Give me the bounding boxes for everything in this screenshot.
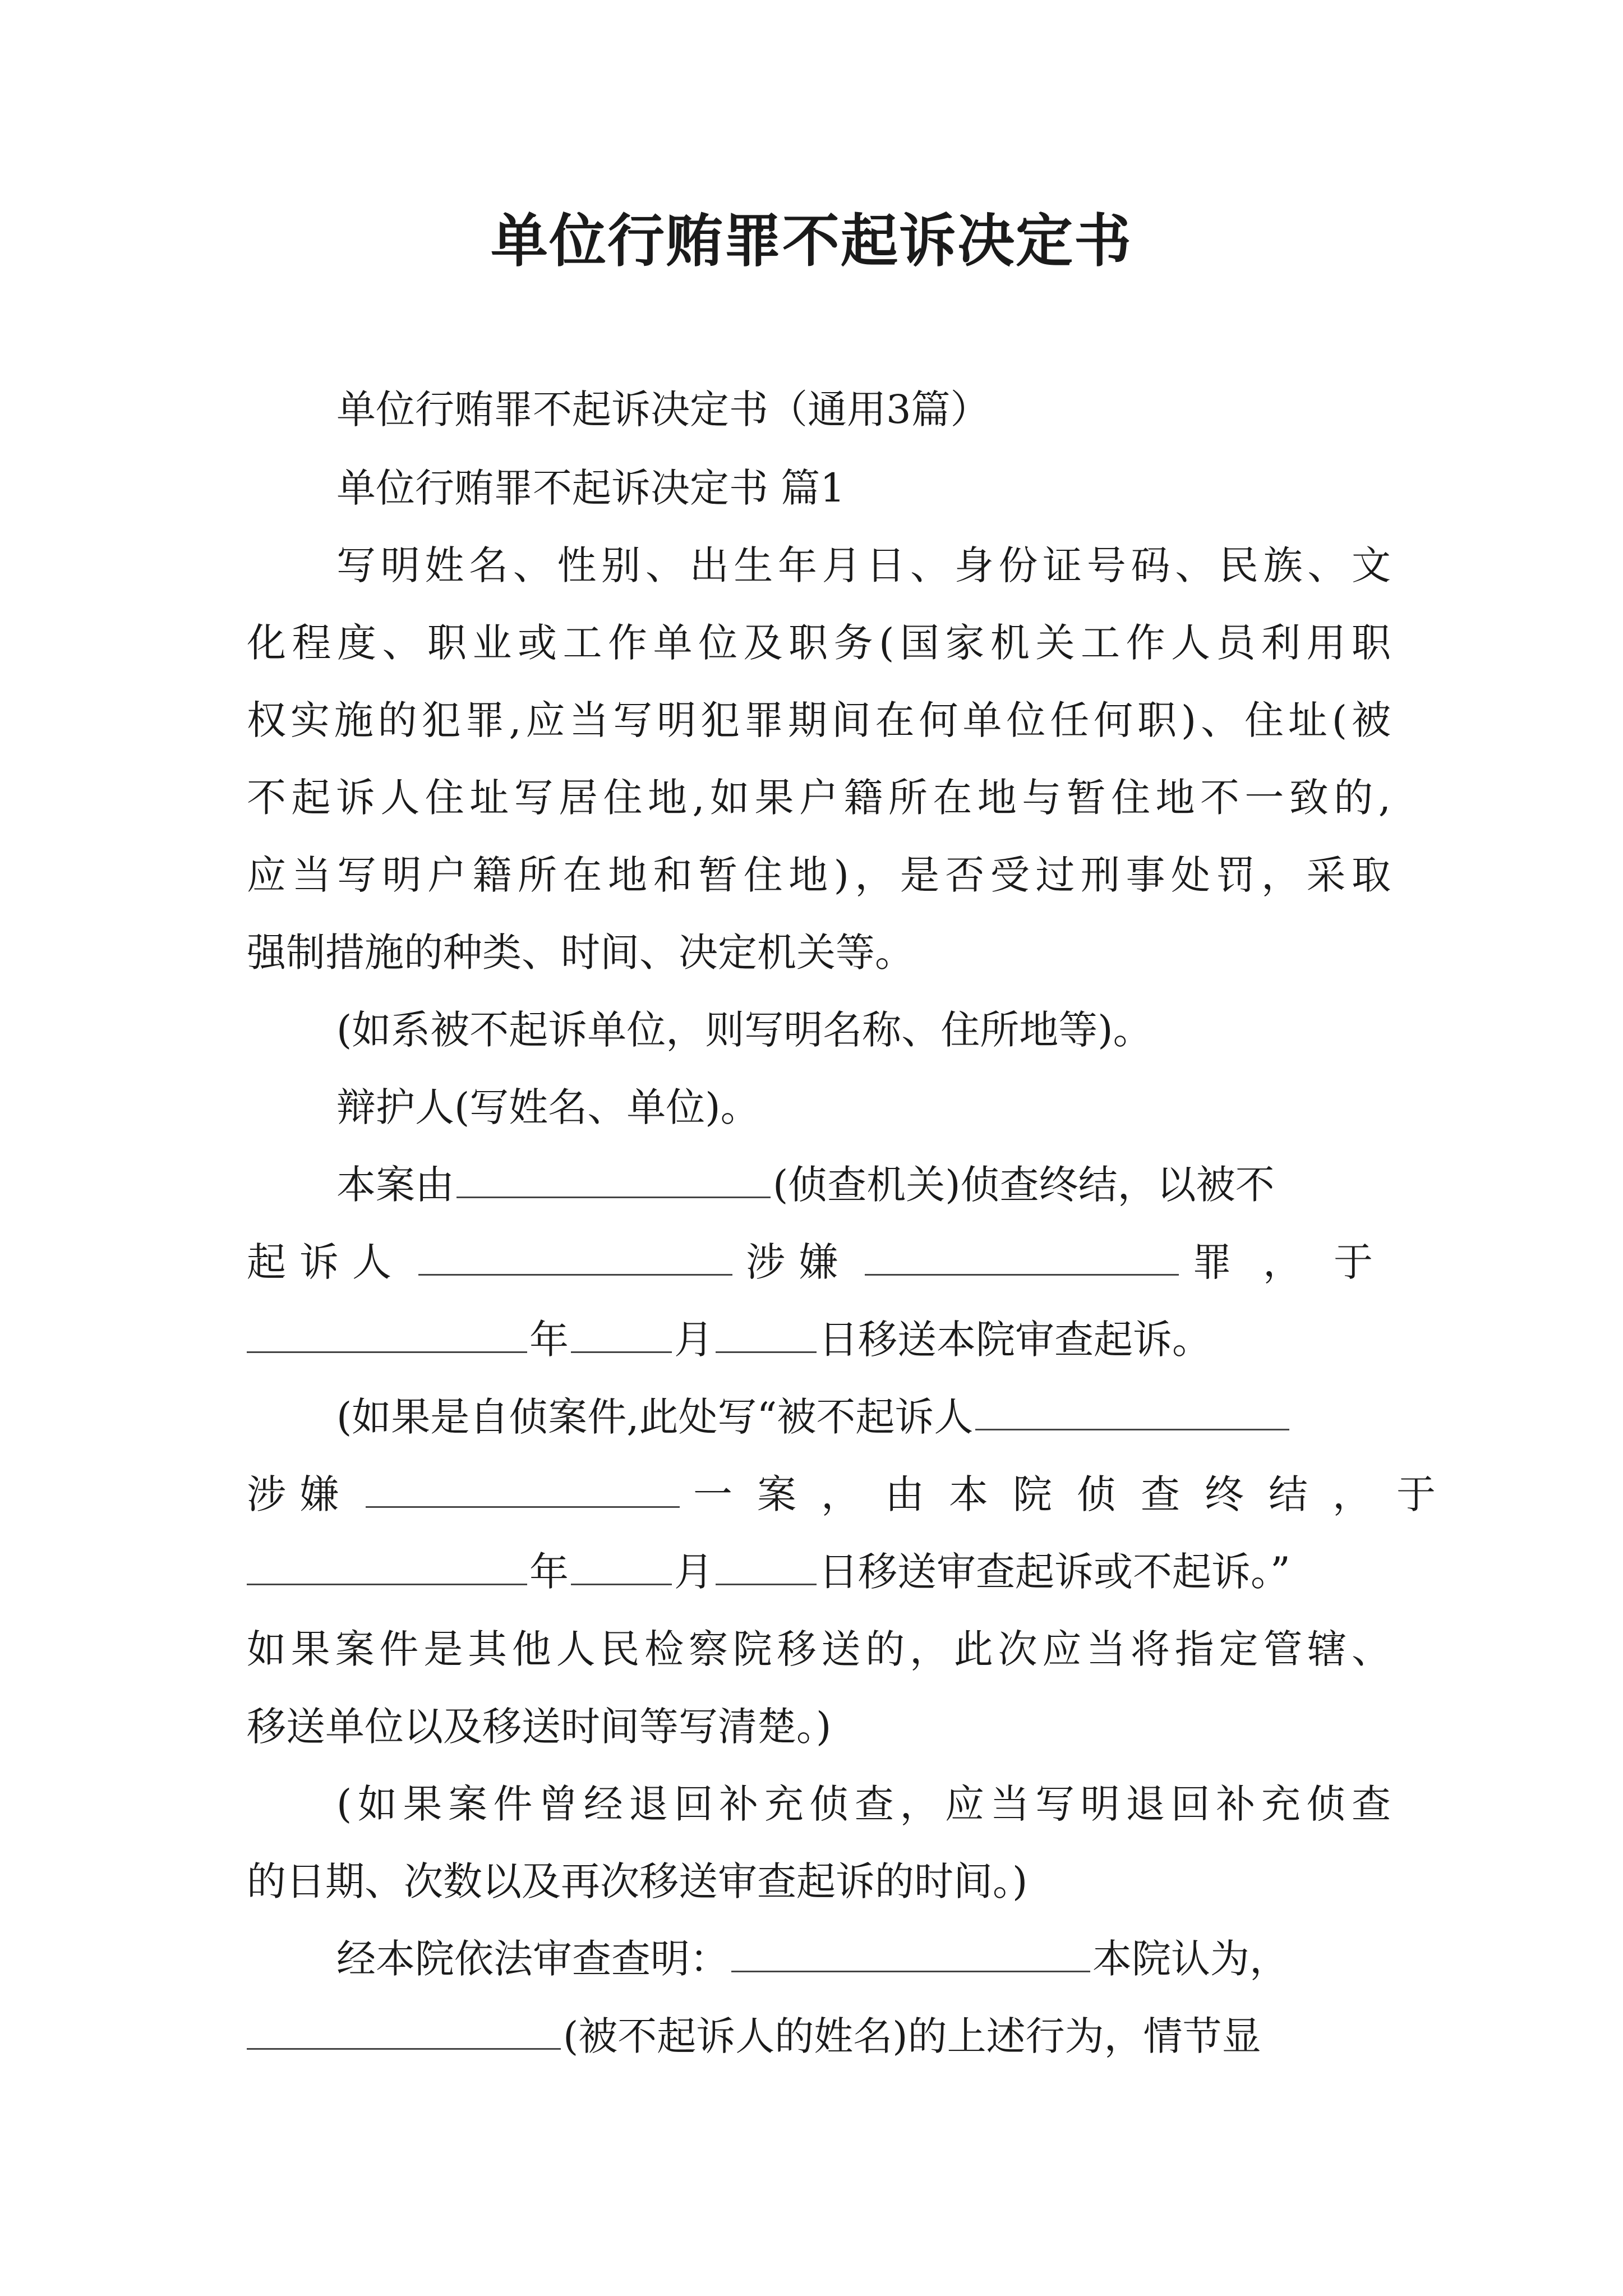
self-line3	[247, 1544, 1391, 1600]
self-line2	[247, 1466, 1460, 1522]
self-day-text: 日移送审查起诉或不起诉。”	[819, 1549, 1290, 1595]
review-line1	[336, 1931, 1391, 1987]
self-line5: 移送单位以及移送时间等写清楚。)	[247, 1704, 832, 1750]
para1-line3: 权实施的犯罪,应当写明犯罪期间在何单位任何职)、住址(被	[247, 697, 1391, 743]
case-line2	[247, 1234, 1404, 1290]
defender-line: 辩护人(写姓名、单位)。	[336, 1084, 760, 1130]
blank-non-prosecuted-name	[247, 2009, 561, 2050]
blank-self-month	[571, 1544, 672, 1585]
blank-findings	[731, 1931, 1090, 1972]
section-heading: 单位行贿罪不起诉决定书 篇1	[336, 465, 845, 511]
blank-self-day	[716, 1544, 817, 1585]
blank-crime	[865, 1235, 1179, 1276]
para1-line4: 不起诉人住址写居住地,如果户籍所在地与暂住地不一致的,	[247, 775, 1391, 821]
case-line3	[247, 1312, 1391, 1368]
review-text-a: 经本院依法审查查明：	[336, 1936, 729, 1982]
case-month-label: 月	[674, 1317, 713, 1363]
return-line2: 的日期、次数以及再次移送审查起诉的时间。)	[247, 1858, 1028, 1904]
blank-suspect-name	[418, 1235, 732, 1276]
self-year-label: 年	[529, 1549, 569, 1595]
blank-month	[571, 1312, 672, 1353]
document-title: 单位行贿罪不起诉决定书	[491, 208, 1132, 275]
para1-line5: 应当写明户籍所在地和暂住地)，是否受过刑事处罚，采取	[247, 852, 1391, 898]
return-line1: (如果案件曾经退回补充侦查，应当写明退回补充侦查	[336, 1781, 1391, 1827]
review-text-b: 本院认为，	[1092, 1936, 1289, 1982]
case-year-label: 年	[529, 1317, 569, 1363]
para1-line2: 化程度、职业或工作单位及职务(国家机关工作人员利用职	[247, 620, 1391, 666]
self-line1	[336, 1389, 1391, 1445]
para1-line1: 写明姓名、性别、出生年月日、身份证号码、民族、文	[336, 542, 1391, 588]
blank-year	[247, 1312, 527, 1353]
case-text-e: 罪，于	[1192, 1239, 1404, 1285]
self-text-c: 一案，由本院侦查终结，于	[693, 1471, 1460, 1517]
case-text-d: 涉嫌	[746, 1239, 851, 1285]
blank-investigating-agency	[457, 1157, 771, 1198]
blank-self-crime	[366, 1467, 680, 1508]
self-text-b: 涉嫌	[247, 1471, 352, 1517]
self-line4: 如果案件是其他人民检察院移送的，此次应当将指定管辖、	[247, 1626, 1391, 1672]
blank-self-suspect	[975, 1389, 1289, 1430]
review-line2	[247, 2008, 1391, 2064]
self-text-a: (如果是自侦案件,此处写“被不起诉人	[336, 1394, 974, 1440]
unit-note: (如系被不起诉单位，则写明名称、住所地等)。	[336, 1007, 1152, 1053]
blank-self-year	[247, 1544, 527, 1585]
case-text-c: 起诉人	[247, 1239, 405, 1285]
review-text-c: (被不起诉人的姓名)的上述行为，情节显	[563, 2013, 1261, 2059]
blank-day	[716, 1312, 817, 1353]
case-text-a: 本案由	[336, 1162, 454, 1208]
case-line1	[336, 1157, 1391, 1213]
para1-line6: 强制措施的种类、时间、决定机关等。	[247, 930, 914, 976]
case-day-text: 日移送本院审查起诉。	[819, 1317, 1211, 1363]
self-month-label: 月	[674, 1549, 713, 1595]
case-text-b: (侦查机关)侦查终结，以被不	[773, 1162, 1275, 1208]
document-subtitle: 单位行贿罪不起诉决定书（通用3篇）	[336, 386, 990, 432]
